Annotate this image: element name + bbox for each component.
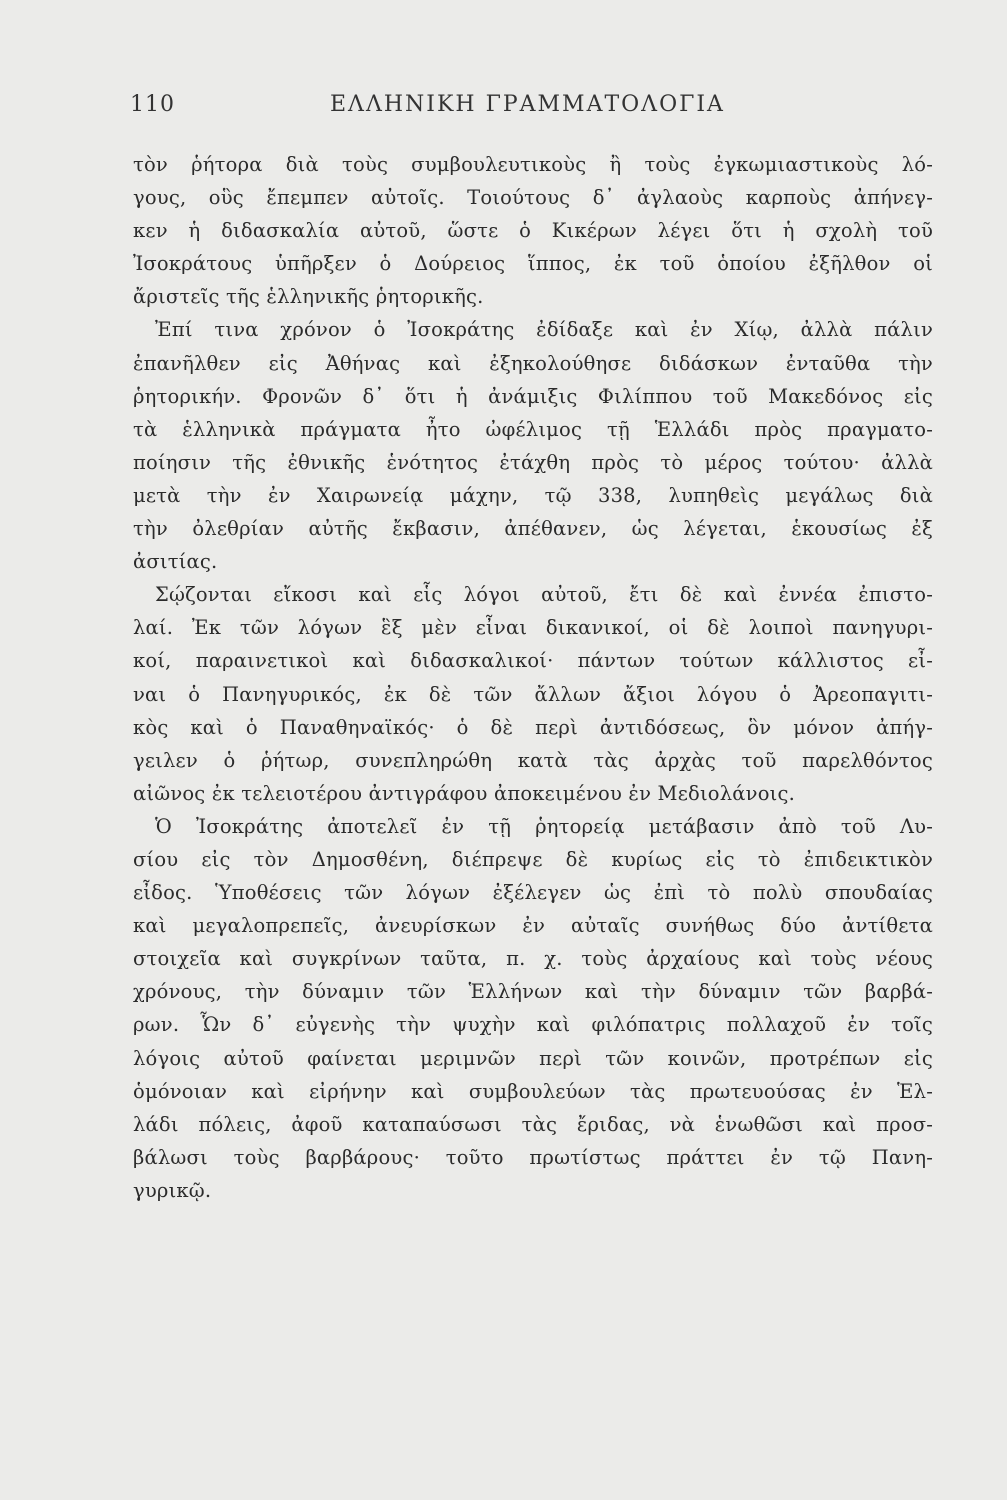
text-line: Ἰσοκράτους ὑπῆρξεν ὁ Δούρειος ἵππος, ἐκ τοῦ ὁποίου ἐξῆλθον οἱ bbox=[133, 252, 933, 276]
text-line: τὴν ὀλεθρίαν αὐτῆς ἔκβασιν, ἀπέθανεν, ὡς λέγεται, ἑκουσίως ἐξ bbox=[133, 517, 933, 541]
text-line: ρων. Ὧν δ᾿ εὐγενὴς τὴν ψυχὴν καὶ φιλόπατρις πολλαχοῦ ἐν τοῖς bbox=[133, 1013, 933, 1037]
text-line: βάλωσι τοὺς βαρβάρους· τοῦτο πρωτίστως πράττει ἐν τῷ Πανη- bbox=[133, 1145, 933, 1169]
text-line: ποίησιν τῆς ἐθνικῆς ἑνότητος ἐτάχθη πρὸς τὸ μέρος τούτου· ἀλλὰ bbox=[133, 450, 933, 474]
text-line: κεν ἡ διδασκαλία αὐτοῦ, ὥστε ὁ Κικέρων λέγει ὅτι ἡ σχολὴ τοῦ bbox=[133, 219, 933, 243]
text-line: Ἐπί τινα χρόνον ὁ Ἰσοκράτης ἐδίδαξε καὶ ἐν Χίῳ, ἀλλὰ πάλιν bbox=[155, 318, 933, 342]
text-line: Σῴζονται εἴκοσι καὶ εἷς λόγοι αὐτοῦ, ἔτι δὲ καὶ ἐννέα ἐπιστο- bbox=[155, 583, 933, 607]
text-line: ἀσιτίας. bbox=[133, 550, 218, 574]
text-line: ῥητορικήν. Φρονῶν δ᾿ ὅτι ἡ ἀνάμιξις Φιλίππου τοῦ Μακεδόνος εἰς bbox=[133, 384, 933, 408]
text-line: Ὁ Ἰσοκράτης ἀποτελεῖ ἐν τῇ ῥητορείᾳ μετάβασιν ἀπὸ τοῦ Λυ- bbox=[155, 814, 933, 838]
text-line: τὸν ῥήτορα διὰ τοὺς συμβουλευτικοὺς ἢ τοὺς ἐγκωμιαστικοὺς λό- bbox=[133, 153, 933, 176]
text-line: αἰῶνος ἐκ τελειοτέρου ἀντιγράφου ἀποκειμένου ἐν Μεδιολάνοις. bbox=[133, 781, 796, 805]
text-line: γους, οὓς ἔπεμπεν αὐτοῖς. Τοιούτους δ᾿ ἀγλαοὺς καρποὺς ἀπήνεγ- bbox=[133, 186, 933, 210]
text-line: στοιχεῖα καὶ συγκρίνων ταῦτα, π. χ. τοὺς ἀρχαίους καὶ τοὺς νέους bbox=[133, 947, 933, 971]
text-line: μετὰ τὴν ἐν Χαιρωνείᾳ μάχην, τῷ 338, λυπηθεὶς μεγάλως διὰ bbox=[133, 483, 933, 507]
text-line: κοί, παραινετικοὶ καὶ διδασκαλικοί· πάντων τούτων κάλλιστος εἶ- bbox=[133, 649, 933, 673]
page-header bbox=[130, 92, 930, 128]
page-number: 110 bbox=[130, 92, 175, 117]
text-line: ἐπανῆλθεν εἰς Ἀθήνας καὶ ἐξηκολούθησε διδάσκων ἐνταῦθα τὴν bbox=[133, 351, 933, 375]
text-line: καὶ μεγαλοπρεπεῖς, ἀνευρίσκων ἐν αὐταῖς συνήθως δύο ἀντίθετα bbox=[133, 914, 933, 938]
text-line: εἶδος. Ὑποθέσεις τῶν λόγων ἐξέλεγεν ὡς ἐπὶ τὸ πολὺ σπουδαίας bbox=[133, 881, 933, 905]
text-line: χρόνους, τὴν δύναμιν τῶν Ἑλλήνων καὶ τὴν δύναμιν τῶν βαρβά- bbox=[133, 980, 933, 1004]
text-line: ὁμόνοιαν καὶ εἰρήνην καὶ συμβουλεύων τὰς πρωτευούσας ἐν Ἑλ- bbox=[133, 1079, 933, 1103]
text-line: ναι ὁ Πανηγυρικός, ἐκ δὲ τῶν ἄλλων ἄξιοι λόγου ὁ Ἀρεοπαγιτι- bbox=[133, 682, 933, 706]
running-head: ΕΛΛΗΝΙΚΗ ΓΡΑΜΜΑΤΟΛΟΓΙΑ bbox=[330, 92, 725, 117]
text-line: σίου εἰς τὸν Δημοσθένη, διέπρεψε δὲ κυρίως εἰς τὸ ἐπιδεικτικὸν bbox=[133, 847, 933, 871]
text-line: λαί. Ἐκ τῶν λόγων ἓξ μὲν εἶναι δικανικοί, οἱ δὲ λοιποὶ πανηγυρι- bbox=[133, 616, 933, 640]
text-line: λόγοις αὐτοῦ φαίνεται μεριμνῶν περὶ τῶν κοινῶν, προτρέπων εἰς bbox=[133, 1046, 933, 1070]
text-line: λάδι πόλεις, ἀφοῦ καταπαύσωσι τὰς ἔριδας, νὰ ἑνωθῶσι καὶ προσ- bbox=[133, 1112, 933, 1136]
text-line: ἄριστεῖς τῆς ἑλληνικῆς ῥητορικῆς. bbox=[133, 285, 484, 309]
text-line: γυρικῷ. bbox=[133, 1178, 212, 1202]
text-line: γειλεν ὁ ῥήτωρ, συνεπληρώθη κατὰ τὰς ἀρχὰς τοῦ παρελθόντος bbox=[133, 748, 933, 772]
text-line: τὰ ἑλληνικὰ πράγματα ἦτο ὠφέλιμος τῇ Ἑλλάδι πρὸς πραγματο- bbox=[133, 417, 933, 441]
text-line: κὸς καὶ ὁ Παναθηναϊκός· ὁ δὲ περὶ ἀντιδόσεως, ὃν μόνον ἀπήγ- bbox=[133, 715, 933, 739]
body-text bbox=[133, 148, 933, 1207]
